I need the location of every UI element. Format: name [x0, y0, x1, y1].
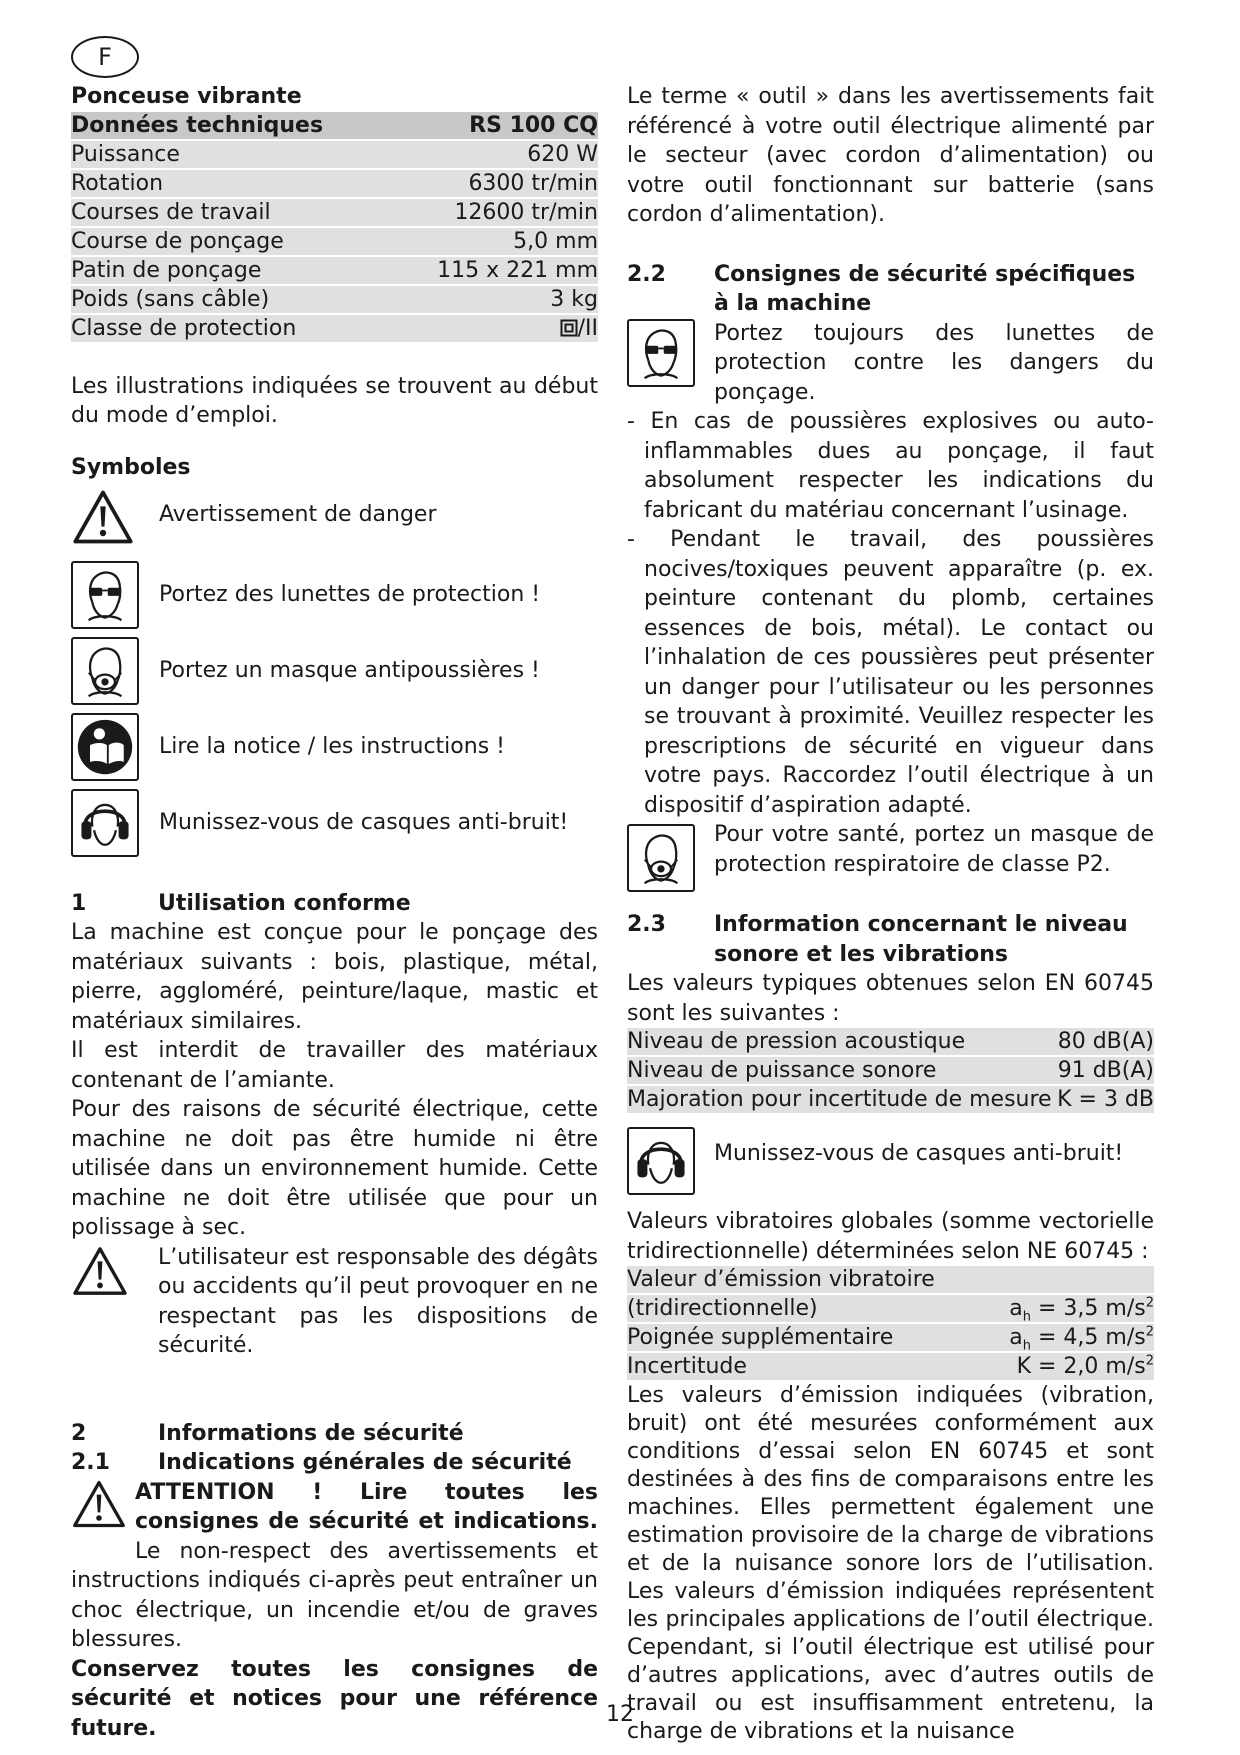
- vibration-table: [627, 1266, 1154, 1382]
- ear-text: Munissez-vous de casques anti-bruit!: [714, 1141, 1124, 1167]
- vibration-label: (tridirectionnelle): [627, 1295, 968, 1324]
- safety-glasses-icon: [627, 319, 695, 387]
- safety-glasses-icon: [71, 561, 139, 629]
- vibration-value: [968, 1353, 1154, 1382]
- table-row: [627, 1057, 1154, 1086]
- vibration-value: [968, 1324, 1154, 1353]
- table-row: [71, 228, 598, 257]
- spec-label: Courses de travail: [71, 199, 393, 228]
- page-number: 12: [606, 1702, 634, 1727]
- symbol-text: Portez des lunettes de protection !: [159, 581, 541, 607]
- symbol-text: Munissez-vous de casques anti-bruit!: [159, 809, 569, 835]
- warning-triangle-icon: [71, 488, 143, 555]
- mask-text: Pour votre santé, portez un masque de protection respiratoire de classe P2.: [714, 822, 1154, 877]
- spec-label: Patin de ponçage: [71, 257, 393, 286]
- symbol-row: [71, 637, 598, 705]
- attention-text: Le non-respect des avertissements et instructions indiqués ci-après peut entraîner un choc électrique, un incendie et/ou de graves blessures.: [71, 1538, 598, 1652]
- spec-value: 12600 tr/min: [393, 199, 598, 228]
- symbol-row: [71, 561, 598, 629]
- attention-heading: ATTENTION ! Lire toutes les consignes de sécurité et indications.: [135, 1479, 598, 1534]
- dust-mask-icon: [71, 637, 139, 705]
- warning-triangle-icon: [71, 1478, 127, 1539]
- symbols-title: Symboles: [71, 454, 191, 480]
- spec-value: 5,0 mm: [393, 228, 598, 257]
- attention-block: [71, 1478, 598, 1655]
- ear-protection-icon: [627, 1127, 695, 1195]
- noise-label: Majoration pour incertitude de mesure: [627, 1086, 1056, 1115]
- vib-number: = 3,5 m/s: [1031, 1296, 1146, 1321]
- list-item: - En cas de poussières explosives ou auto-inflammables dues au ponçage, il faut absolument respecter les indications du fabricant du matériau concernant l’usinage.: [627, 409, 1154, 523]
- vib-number: = 4,5 m/s: [1031, 1325, 1146, 1350]
- section-2-2-heading: [627, 260, 1154, 319]
- illustrations-note: Les illustrations indiquées se trouvent au début du mode d’emploi.: [71, 373, 598, 428]
- vibration-intro: Valeurs vibratoires globales (somme vectorielle tridirectionnelle) déterminées selon NE 60745 :: [627, 1209, 1154, 1264]
- symbol-text: Avertissement de danger: [159, 501, 437, 527]
- section-1-heading: [71, 889, 598, 919]
- keep-notice: Conservez toutes les consignes de sécurité et notices pour une référence future.: [71, 1656, 598, 1741]
- symbol-text: Lire la notice / les instructions !: [159, 733, 505, 759]
- spec-value: 115 x 221 mm: [393, 257, 598, 286]
- section-title: Utilisation conforme: [158, 890, 411, 916]
- section-number: 2.1: [71, 1450, 110, 1475]
- symbol-row: [71, 789, 598, 857]
- table-header-label: Données techniques: [71, 112, 393, 141]
- vib-exponent: 2: [1145, 1295, 1154, 1311]
- table-row: [627, 1086, 1154, 1115]
- spec-value: 620 W: [393, 141, 598, 170]
- protection-class-icon: [560, 319, 578, 337]
- section-2-heading: [71, 1419, 598, 1449]
- section-number: 1: [71, 890, 87, 916]
- vib-subscript: h: [1022, 1309, 1031, 1325]
- list-item: - Pendant le travail, des poussières nocives/toxiques peuvent apparaître (p. ex. peinture contenant du plomb, certaines essences de bois, métal). Le contact ou l’inhalation de ces poussières peut présenter un danger pour l’utilisateur ou les personnes se trouvant à proximité. Veuillez respecter les prescriptions de sécurité en vigueur dans votre pays. Raccordez l’outil électrique à un dispositif d’aspiration adapté.: [627, 527, 1154, 818]
- section-number: 2.2: [627, 261, 666, 287]
- technical-data-table: [71, 112, 598, 344]
- protection-class-value: /II: [577, 315, 598, 341]
- mask-note: [627, 820, 1154, 892]
- vib-exponent: 2: [1145, 1353, 1154, 1369]
- left-column: [71, 82, 598, 1743]
- noise-table: [627, 1028, 1154, 1115]
- noise-value: K = 3 dB: [1056, 1086, 1154, 1115]
- vib-subscript: h: [1022, 1338, 1031, 1354]
- vib-symbol: a: [1009, 1325, 1023, 1350]
- glasses-note: [627, 319, 1154, 408]
- product-title: Ponceuse vibrante: [71, 84, 302, 109]
- table-row: [71, 286, 598, 315]
- language-badge: [71, 36, 139, 78]
- glasses-text: Portez toujours des lunettes de protection contre les dangers du ponçage.: [714, 320, 1154, 405]
- section-number: 2.3: [627, 912, 666, 937]
- table-row: [627, 1353, 1154, 1382]
- table-row: [71, 199, 598, 228]
- symbol-text: Portez un masque antipoussières !: [159, 657, 540, 683]
- vibration-label: Incertitude: [627, 1353, 968, 1382]
- noise-label: Niveau de puissance sonore: [627, 1057, 1056, 1086]
- section-1-paragraph: Pour des raisons de sécurité électrique, cette machine ne doit pas être humide ni être utilisée dans un environnement humide. Cette machine ne doit être utilisée que pour un polissage à sec.: [71, 1097, 598, 1240]
- noise-intro: Les valeurs typiques obtenues selon EN 60745 sont les suivantes :: [627, 971, 1154, 1026]
- tool-term-paragraph: Le terme « outil » dans les avertissements fait référencé à votre outil électrique alimenté par le secteur (avec cordon d’alimentation) ou votre outil fonctionnant sur batterie (sans cordon d’alimentation).: [627, 84, 1154, 227]
- spec-value: [393, 315, 598, 344]
- vib-number: K = 2,0 m/s: [1016, 1354, 1146, 1379]
- language-code: F: [98, 43, 112, 71]
- spec-label: Poids (sans câble): [71, 286, 393, 315]
- ear-note: [627, 1127, 1154, 1195]
- section-title: Indications générales de sécurité: [158, 1450, 572, 1475]
- noise-value: 91 dB(A): [1056, 1057, 1154, 1086]
- noise-value: 80 dB(A): [1056, 1028, 1154, 1057]
- table-row: [71, 170, 598, 199]
- vibration-label: Poignée supplémentaire: [627, 1324, 968, 1353]
- section-1-warning: [71, 1243, 598, 1361]
- section-2-3-heading: [627, 910, 1154, 969]
- ear-protection-icon: [71, 789, 139, 857]
- spec-label: Puissance: [71, 141, 393, 170]
- spec-value: 3 kg: [393, 286, 598, 315]
- emission-paragraph: Les valeurs d’émission indiquées (vibration, bruit) ont été mesurées conformément aux conditions d’essai selon EN 60745 et sont destinées à des fins de comparaisons entre les machines. Elles permettent également une estimation provisoire de la charge de vibrations et de la nuisance sonore lors de l’utilisation. Les valeurs d’émission indiquées représentent les principales applications de l’outil électrique. Cependant, si l’outil électrique est utilisé pour d’autres applications, avec d’autres outils de travail ou est insuffisamment entretenu, la charge de vibrations et la nuisance: [627, 1383, 1154, 1744]
- symbol-row: [71, 488, 598, 555]
- vibration-value: [968, 1295, 1154, 1324]
- section-1-paragraph: La machine est conçue pour le ponçage des matériaux suivants : bois, plastique, métal, pierre, aggloméré, peinture/laque, mastic et matériaux similaires.: [71, 920, 598, 1034]
- table-row: [627, 1324, 1154, 1353]
- table-row: [627, 1266, 1154, 1295]
- vib-exponent: 2: [1145, 1324, 1154, 1340]
- table-row: [71, 315, 598, 344]
- section-number: 2: [71, 1420, 87, 1446]
- section-1-paragraph: Il est interdit de travailler des matériaux contenant de l’amiante.: [71, 1038, 598, 1093]
- vibration-label: Valeur d’émission vibratoire: [627, 1266, 1154, 1295]
- table-row: [627, 1295, 1154, 1324]
- table-header-row: [71, 112, 598, 141]
- warning-text: L’utilisateur est responsable des dégâts ou accidents qu’il peut provoquer en ne respectant pas les dispositions de sécurité.: [158, 1244, 598, 1358]
- symbol-row: [71, 713, 598, 781]
- spec-label: Rotation: [71, 170, 393, 199]
- right-column: [627, 82, 1154, 1746]
- section-title: Informations de sécurité: [158, 1420, 464, 1446]
- section-title: Consignes de sécurité spécifiques à la machine: [714, 261, 1136, 316]
- table-row: [627, 1028, 1154, 1057]
- table-header-model: RS 100 CQ: [393, 112, 598, 141]
- table-row: [71, 257, 598, 286]
- section-title: Information concernant le niveau sonore et les vibrations: [714, 912, 1128, 967]
- vib-symbol: a: [1009, 1296, 1023, 1321]
- dust-mask-icon: [627, 824, 695, 892]
- table-row: [71, 141, 598, 170]
- spec-label: Classe de protection: [71, 315, 393, 344]
- noise-label: Niveau de pression acoustique: [627, 1028, 1056, 1057]
- spec-value: 6300 tr/min: [393, 170, 598, 199]
- warning-triangle-icon: [71, 1243, 158, 1361]
- read-manual-icon: [71, 713, 139, 781]
- spec-label: Course de ponçage: [71, 228, 393, 257]
- section-2-1-heading: [71, 1448, 598, 1478]
